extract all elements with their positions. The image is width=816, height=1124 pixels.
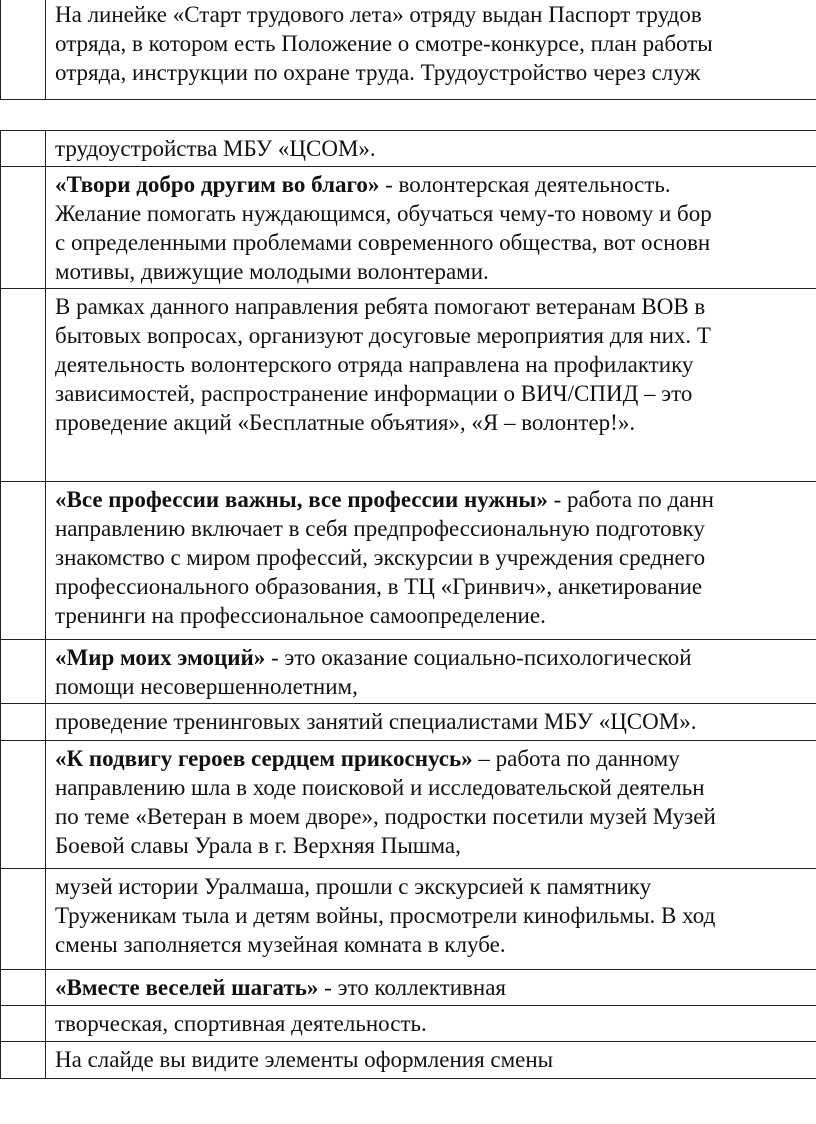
table-row xyxy=(1,970,816,1006)
text-line: мотивы, движущие молодыми волонтерами. xyxy=(55,259,489,284)
text-line: В рамках данного направления ребята помогают ветеранам ВОВ в xyxy=(55,294,706,319)
table-row xyxy=(1,1006,816,1042)
text-line: тренинги на профессиональное самоопределение. xyxy=(55,603,546,628)
text-line: зависимостей, распространение информации о ВИЧ/СПИД – это xyxy=(55,381,693,406)
direction-title: «Вместе веселей шагать» xyxy=(55,975,319,1000)
text-line: Труженикам тыла и детям войны, просмотрели кинофильмы. В ход xyxy=(55,903,716,928)
table-row xyxy=(1,1042,816,1079)
text-line: бытовых вопросах, организуют досуговые мероприятия для них. Т xyxy=(55,323,711,348)
table-row xyxy=(1,131,816,167)
text-cell xyxy=(46,482,816,640)
table-row xyxy=(1,482,816,640)
row-number-cell xyxy=(1,289,46,482)
text-cell xyxy=(46,869,816,970)
row-number-cell xyxy=(1,482,46,640)
table-row xyxy=(1,704,816,741)
row-number-cell xyxy=(1,1042,46,1079)
text-line xyxy=(55,744,816,773)
text-line: проведение акций «Бесплатные объятия», «Я – волонтер!». xyxy=(55,410,636,435)
table-row xyxy=(1,289,816,482)
text-cell xyxy=(46,741,816,869)
direction-title: «Все профессии важны, все профессии нужны» xyxy=(55,487,548,512)
row-number-cell xyxy=(1,704,46,741)
text-line: смены заполняется музейная комната в клубе. xyxy=(55,932,506,957)
text-line: проведение тренинговых занятий специалистами МБУ «ЦСОМ». xyxy=(55,709,697,734)
text-line: отряда, инструкции по охране труда. Трудоустройство через служ xyxy=(55,60,701,85)
text-cell xyxy=(46,131,816,167)
text-cell xyxy=(46,1042,816,1079)
direction-title: «К подвигу героев сердцем прикоснусь» xyxy=(55,746,473,771)
text-line: с определенными проблемами современного общества, вот основн xyxy=(55,230,711,255)
table-row xyxy=(1,869,816,970)
text-line: трудоустройства МБУ «ЦСОМ». xyxy=(55,136,376,161)
table-row xyxy=(1,0,816,100)
text-line: На линейке «Старт трудового лета» отряду выдан Паспорт трудов xyxy=(55,2,702,27)
direction-description: - волонтерская деятельность. xyxy=(379,172,671,197)
row-number-cell xyxy=(1,131,46,167)
text-cell xyxy=(46,1006,816,1042)
row-number-cell xyxy=(1,741,46,869)
text-line: направлению включает в себя предпрофессиональную подготовку xyxy=(55,516,705,541)
top-table-fragment xyxy=(0,0,816,100)
text-cell xyxy=(46,970,816,1006)
text-line: Боевой славы Урала в г. Верхняя Пышма, xyxy=(55,833,461,858)
text-line: Желание помогать нуждающимся, обучаться чему-то новому и бор xyxy=(55,201,712,226)
main-table xyxy=(0,130,816,1079)
text-cell xyxy=(46,167,816,289)
text-line: музей истории Уралмаша, прошли с экскурсией к памятнику xyxy=(55,874,652,899)
direction-description: - работа по данн xyxy=(547,487,714,512)
text-cell xyxy=(46,640,816,704)
row-number-cell xyxy=(1,167,46,289)
text-line: помощи несовершеннолетним, xyxy=(55,674,358,699)
text-line: профессионального образования, в ТЦ «Гринвич», анкетирование xyxy=(55,574,703,599)
text-line: знакомство с миром профессий, экскурсии в учреждения среднего xyxy=(55,545,706,570)
row-number-cell xyxy=(1,0,46,100)
direction-title: «Мир моих эмоций» xyxy=(55,645,266,670)
table-row xyxy=(1,741,816,869)
text-line xyxy=(55,643,816,672)
text-line xyxy=(55,170,816,199)
row-number-cell xyxy=(1,970,46,1006)
text-cell xyxy=(46,289,816,482)
text-line: отряда, в котором есть Положение о смотре-конкурсе, план работы xyxy=(55,31,713,56)
table-row xyxy=(1,640,816,704)
row-number-cell xyxy=(1,640,46,704)
text-line xyxy=(55,973,816,1002)
text-cell xyxy=(46,0,816,100)
row-number-cell xyxy=(1,869,46,970)
text-cell xyxy=(46,704,816,741)
text-line: направлению шла в ходе поисковой и исследовательской деятельн xyxy=(55,775,705,800)
row-number-cell xyxy=(1,1006,46,1042)
direction-title: «Твори добро другим во благо» xyxy=(55,172,380,197)
direction-description: - это коллективная xyxy=(318,975,507,1000)
text-line: деятельность волонтерского отряда направлена на профилактику xyxy=(55,352,694,377)
text-line: по теме «Ветеран в моем дворе», подростки посетили музей Музей xyxy=(55,804,716,829)
text-line: творческая, спортивная деятельность. xyxy=(55,1011,427,1036)
table-row xyxy=(1,167,816,289)
text-line: На слайде вы видите элементы оформления смены xyxy=(55,1047,554,1072)
direction-description: - это оказание социально-психологической xyxy=(265,645,692,670)
direction-description: – работа по данному xyxy=(472,746,680,771)
text-line xyxy=(55,485,816,514)
